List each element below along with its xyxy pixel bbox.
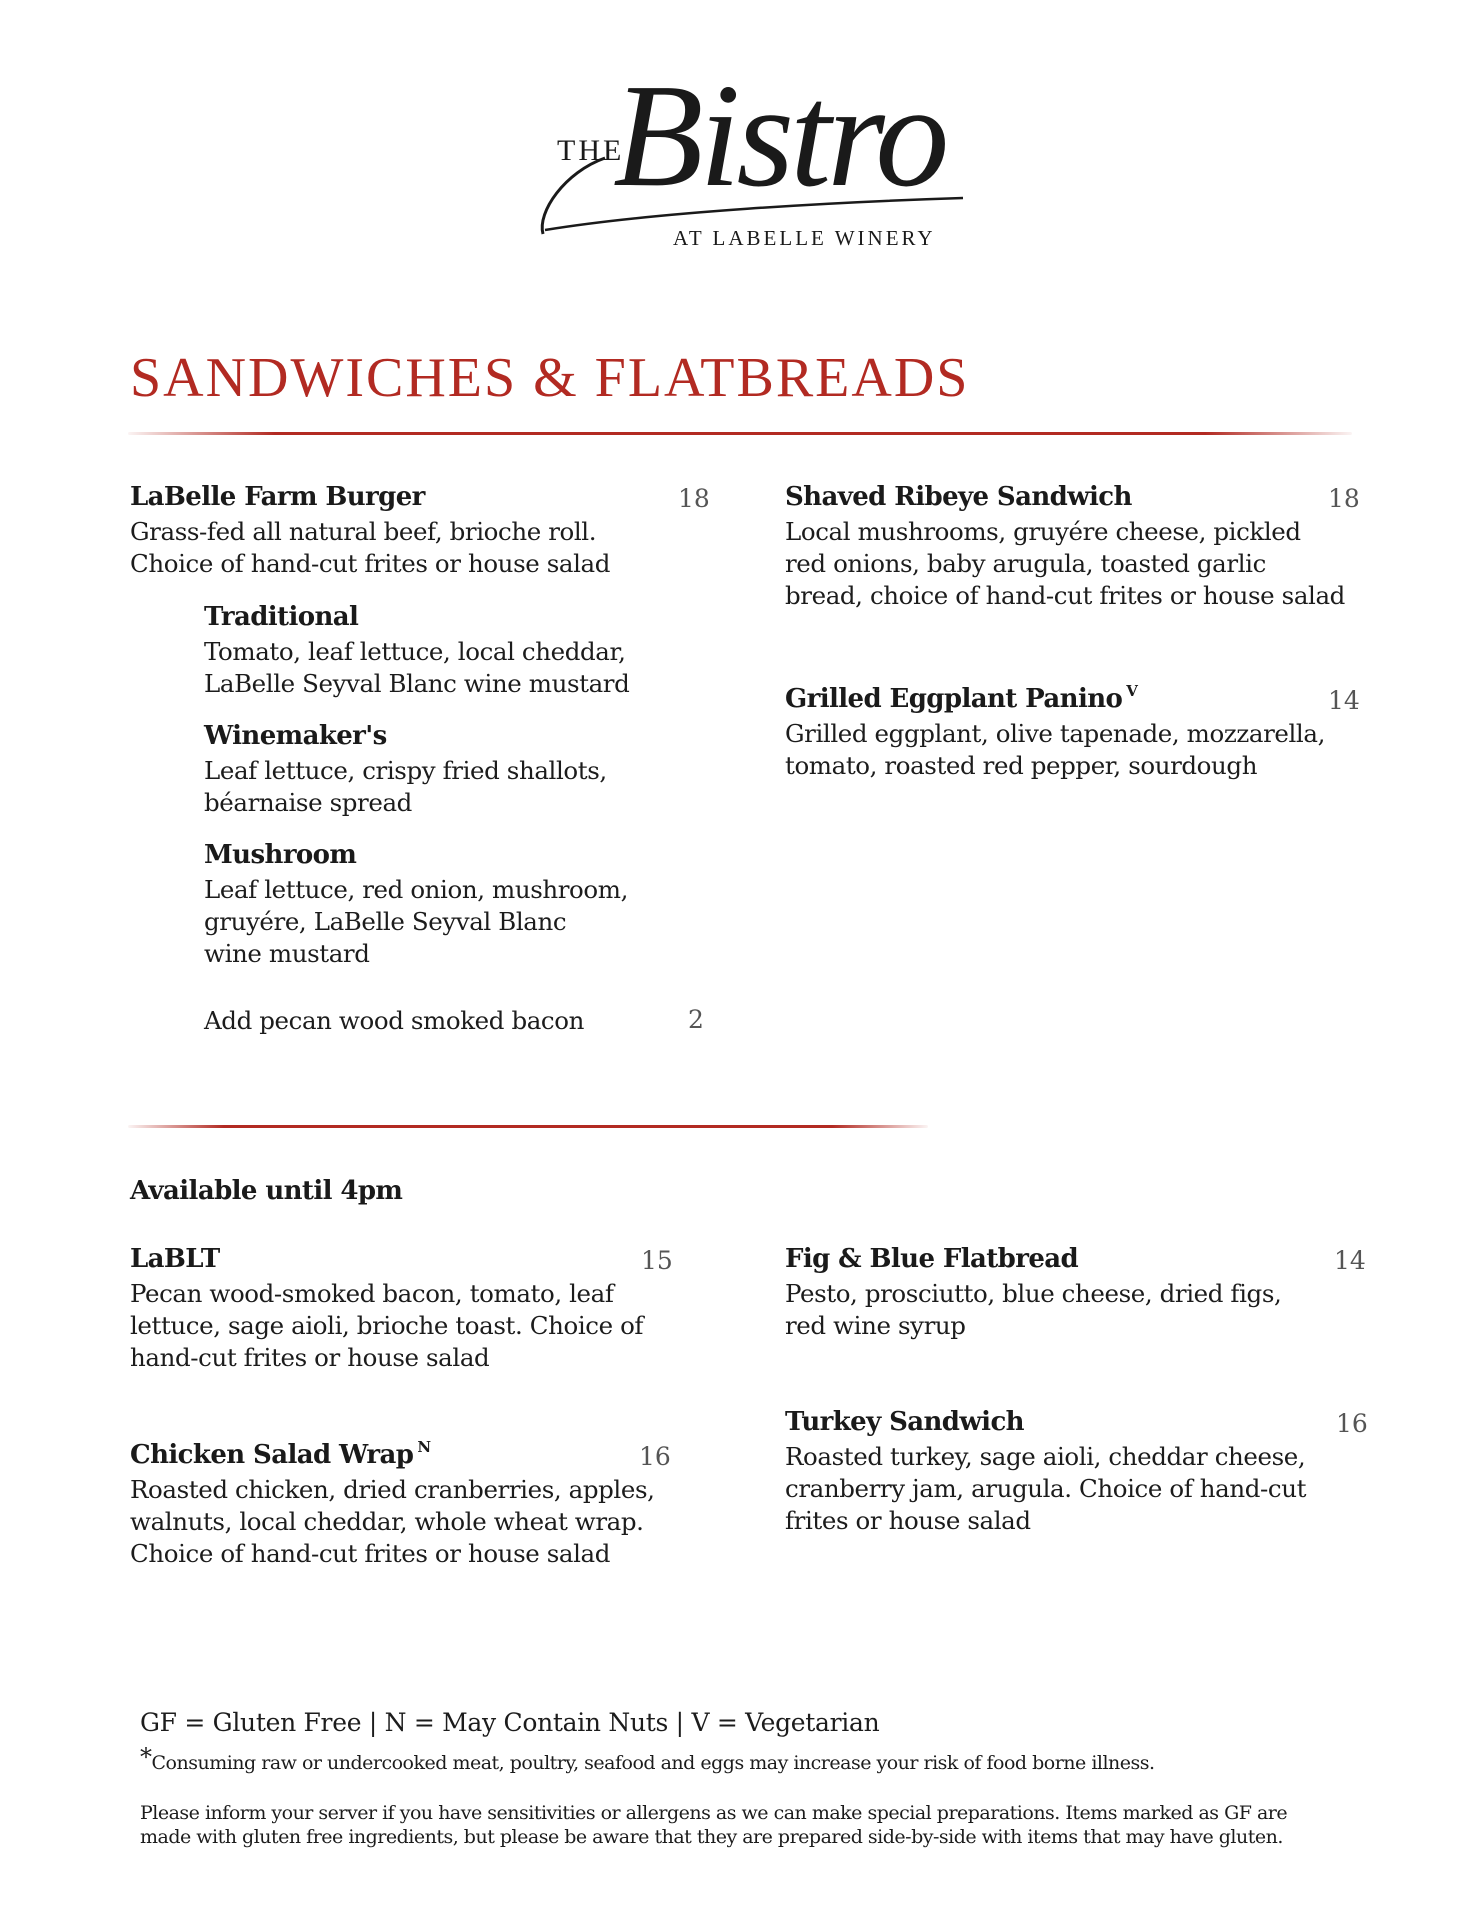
consuming-note bbox=[140, 1743, 1155, 1775]
eggplant-name-text: Grilled Eggplant Panino bbox=[785, 684, 1123, 714]
chicken-desc: Roasted chicken, dried cranberries, apples, walnuts, local cheddar, whole wheat wrap. Choice of hand-cut frites or house salad bbox=[130, 1475, 655, 1568]
mid-divider bbox=[128, 1125, 928, 1128]
consuming-note-text: Consuming raw or undercooked meat, poultry, seafood and eggs may increase your risk of food borne illness. bbox=[151, 1752, 1155, 1774]
burger-name: LaBelle Farm Burger bbox=[130, 482, 425, 512]
ribeye-desc: Local mushrooms, gruyére cheese, pickled red onions, baby arugula, toasted garlic bread, choice of hand-cut frites or house salad bbox=[785, 517, 1345, 610]
lablt-desc: Pecan wood-smoked bacon, tomato, leaf lettuce, sage aioli, brioche toast. Choice of hand-cut frites or house salad bbox=[130, 1279, 644, 1372]
burger-desc: Grass-fed all natural beef, brioche roll. Choice of hand-cut frites or house salad bbox=[130, 517, 611, 578]
fig-price: 14 bbox=[1334, 1246, 1366, 1275]
chicken-price: 16 bbox=[639, 1442, 671, 1471]
ribeye-price: 18 bbox=[1328, 484, 1360, 513]
lablt-price: 15 bbox=[641, 1246, 673, 1275]
allergy-note-line2: made with gluten free ingredients, but please be aware that they are prepared side-by-side with items that may have gluten. bbox=[140, 1826, 1283, 1848]
turkey-name: Turkey Sandwich bbox=[785, 1407, 1024, 1437]
fig-desc: Pesto, prosciutto, blue cheese, dried figs, red wine syrup bbox=[785, 1279, 1282, 1340]
chicken-name-text: Chicken Salad Wrap bbox=[130, 1440, 414, 1470]
eggplant-vegetarian-tag: V bbox=[1126, 682, 1138, 700]
eggplant-name bbox=[785, 684, 1137, 714]
burger-addon-label: Add pecan wood smoked bacon bbox=[204, 1006, 584, 1035]
burger-style-winemakers-name: Winemaker's bbox=[204, 721, 387, 751]
fig-name: Fig & Blue Flatbread bbox=[785, 1244, 1079, 1274]
available-heading: Available until 4pm bbox=[130, 1176, 403, 1206]
burger-style-mushroom-desc: Leaf lettuce, red onion, mushroom, gruyére, LaBelle Seyval Blanc wine mustard bbox=[204, 875, 628, 968]
logo-subtitle: AT LABELLE WINERY bbox=[673, 226, 936, 250]
section-divider bbox=[128, 432, 1352, 435]
eggplant-price: 14 bbox=[1328, 686, 1360, 715]
consuming-note-asterisk: * bbox=[140, 1743, 152, 1771]
burger-style-mushroom-name: Mushroom bbox=[204, 840, 357, 870]
burger-style-traditional-name: Traditional bbox=[204, 602, 359, 632]
eggplant-desc: Grilled eggplant, olive tapenade, mozzarella, tomato, roasted red pepper, sourdough bbox=[785, 719, 1325, 780]
logo-the: THE bbox=[557, 134, 625, 167]
turkey-desc: Roasted turkey, sage aioli, cheddar cheese, cranberry jam, arugula. Choice of hand-cut frites or house salad bbox=[785, 1442, 1307, 1535]
section-title: SANDWICHES & FLATBREADS bbox=[130, 347, 970, 409]
chicken-name bbox=[130, 1440, 430, 1470]
burger-style-winemakers-desc: Leaf lettuce, crispy fried shallots, béarnaise spread bbox=[204, 756, 607, 817]
turkey-price: 16 bbox=[1336, 1409, 1368, 1438]
lablt-name: LaBLT bbox=[130, 1244, 220, 1274]
logo bbox=[535, 54, 975, 262]
dietary-legend: GF = Gluten Free | N = May Contain Nuts | V = Vegetarian bbox=[140, 1708, 880, 1737]
allergy-note-line1: Please inform your server if you have sensitivities or allergens as we can make special preparations. Items marked as GF are bbox=[140, 1802, 1288, 1824]
burger-style-traditional-desc: Tomato, leaf lettuce, local cheddar, LaBelle Seyval Blanc wine mustard bbox=[204, 637, 630, 698]
ribeye-name: Shaved Ribeye Sandwich bbox=[785, 482, 1132, 512]
burger-price: 18 bbox=[678, 484, 710, 513]
chicken-nuts-tag: N bbox=[417, 1438, 431, 1456]
burger-addon-price: 2 bbox=[688, 1005, 704, 1034]
logo-script: Bistro bbox=[613, 54, 946, 218]
